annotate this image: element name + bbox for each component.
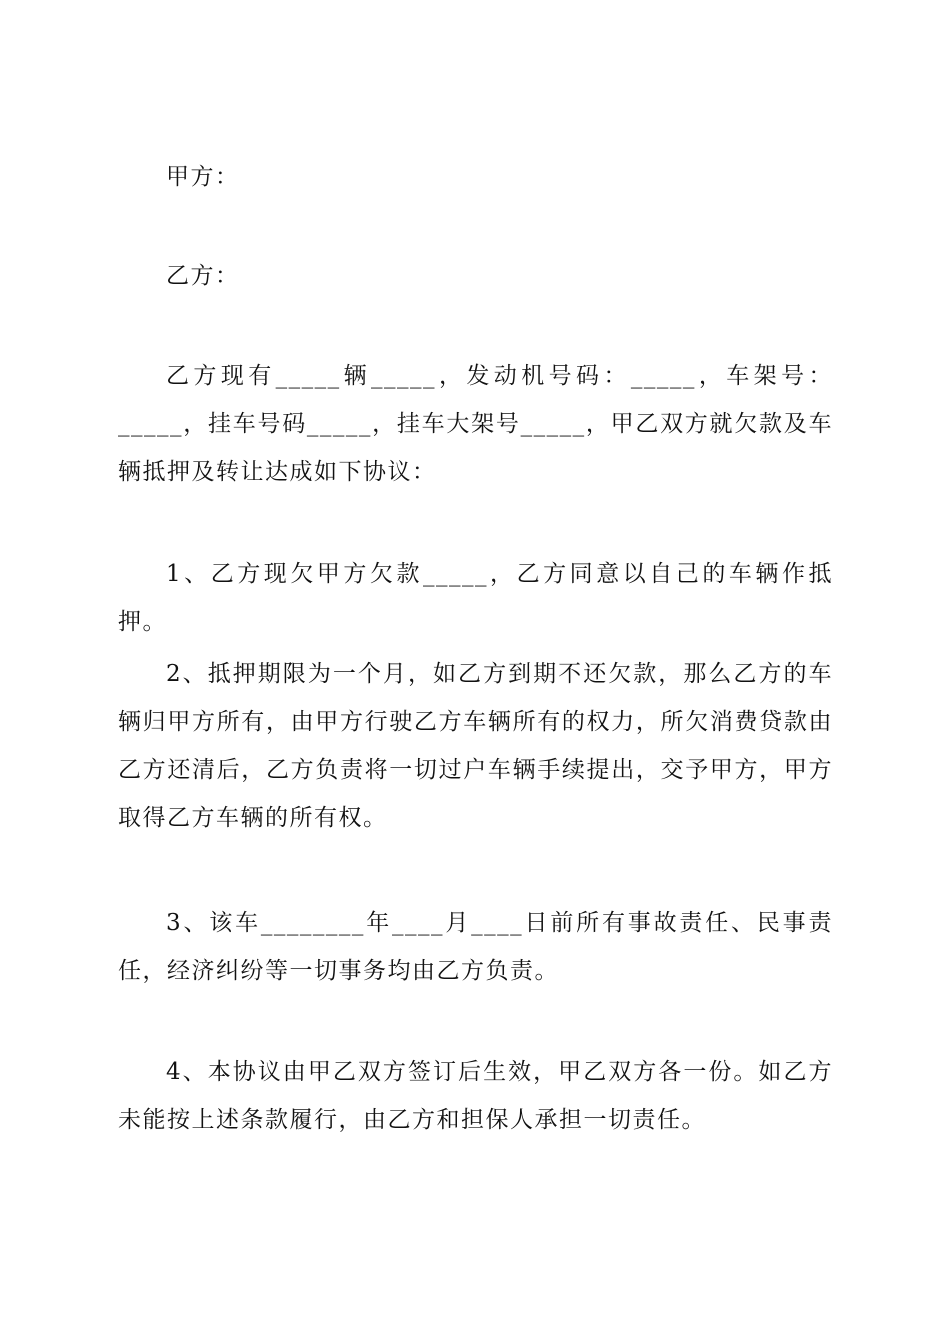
clause-3: 3、该车________年____月____日前所有事故责任、民事责任，经济纠纷等一切事务均由乙方负责。 [118,910,833,984]
party-b-line: 乙方： [166,263,240,289]
party-a-line: 甲方： [166,164,240,190]
intro-paragraph: 乙方现有_____辆_____，发动机号码：_____，车架号：_____，挂车号码_____，挂车大架号_____，甲乙双方就欠款及车辆抵押及转让达成如下协议： [118,363,833,485]
clause-2: 2、抵押期限为一个月，如乙方到期不还欠款，那么乙方的车辆归甲方所有，由甲方行驶乙方车辆所有的权力，所欠消费贷款由乙方还清后，乙方负责将一切过户车辆手续提出，交予甲方，甲方取得乙方车辆的所有权。 [118,661,833,831]
clause-4: 4、本协议由甲乙双方签订后生效，甲乙双方各一份。如乙方未能按上述条款履行，由乙方和担保人承担一切责任。 [118,1059,833,1133]
clause-1: 1、乙方现欠甲方欠款_____，乙方同意以自己的车辆作抵押。 [118,561,833,635]
